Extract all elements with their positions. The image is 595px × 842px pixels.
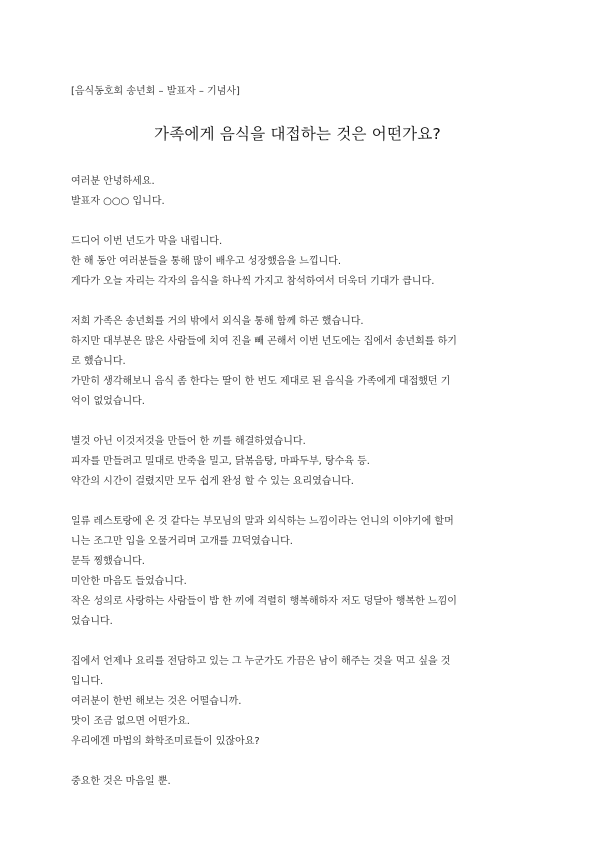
text-line: 여러분이 한번 해보는 것은 어떨습니까. — [71, 696, 242, 707]
paragraph — [71, 772, 531, 792]
text-line: 입니다. — [71, 676, 104, 687]
text-line: 여러분 안녕하세요. — [71, 176, 155, 187]
text-line: 드디어 이번 년도가 막을 내립니다. — [71, 236, 223, 247]
text-line: 작은 성의로 사랑하는 사람들이 밥 한 끼에 격렬히 행복해하자 저도 덩달아 행복한 느낌이 — [71, 596, 457, 607]
text-line: 일류 레스토랑에 온 것 같다는 부모님의 말과 외식하는 느낌이라는 언니의 이야기에 할머 — [71, 516, 454, 527]
text-line: 미안한 마음도 들었습니다. — [71, 576, 187, 587]
paragraph — [71, 232, 531, 292]
text-line: 억이 없었습니다. — [71, 396, 145, 407]
paragraph — [71, 312, 531, 412]
text-line: 니는 조그만 입을 오물거리며 고개를 끄덕였습니다. — [71, 536, 293, 547]
text-line: 하지만 대부분은 많은 사람들에 치여 진을 빼 곤해서 이번 년도에는 집에서 송년회를 하기 — [71, 336, 457, 347]
text-line: 약간의 시간이 걸렸지만 모두 쉽게 완성 할 수 있는 요리였습니다. — [71, 476, 354, 487]
text-line: 한 해 동안 여러분들을 통해 많이 배우고 성장했음을 느낍니다. — [71, 256, 342, 267]
speech-body — [71, 172, 531, 792]
text-line: 발표자 ○○○ 입니다. — [71, 196, 165, 207]
paragraph — [71, 652, 531, 752]
text-line: 중요한 것은 마음일 뿐. — [71, 776, 171, 787]
text-line: 저희 가족은 송년회를 거의 밖에서 외식을 통해 함께 하곤 했습니다. — [71, 316, 364, 327]
event-header-label: [음식동호회 송년회 – 발표자 – 기념사] — [71, 86, 240, 97]
paragraph — [71, 172, 531, 212]
text-line: 맛이 조금 없으면 어떤가요. — [71, 716, 190, 727]
text-line: 게다가 오늘 자리는 각자의 음식을 하나씩 가지고 참석하여서 더욱더 기대가 큽니다. — [71, 276, 435, 287]
text-line: 피자를 만들려고 밀대로 반죽을 밀고, 닭볶음탕, 마파두부, 탕수육 등. — [71, 456, 370, 467]
paragraph — [71, 432, 531, 492]
document-title: 가족에게 음식을 대접하는 것은 어떤가요? — [154, 125, 441, 143]
text-line: 가만히 생각해보니 음식 좀 한다는 딸이 한 번도 제대로 된 음식을 가족에게 대접했던 기 — [71, 376, 451, 387]
text-line: 우리에겐 마법의 화학조미료들이 있잖아요? — [71, 736, 260, 747]
text-line: 집에서 언제나 요리를 전담하고 있는 그 누군가도 가끔은 남이 해주는 것을 먹고 싶을 것 — [71, 656, 451, 667]
paragraph — [71, 512, 531, 632]
text-line: 문득 찡했습니다. — [71, 556, 145, 567]
text-line: 별것 아닌 이것저것을 만들어 한 끼를 해결하였습니다. — [71, 436, 306, 447]
text-line: 었습니다. — [71, 616, 113, 627]
text-line: 로 했습니다. — [71, 356, 126, 367]
